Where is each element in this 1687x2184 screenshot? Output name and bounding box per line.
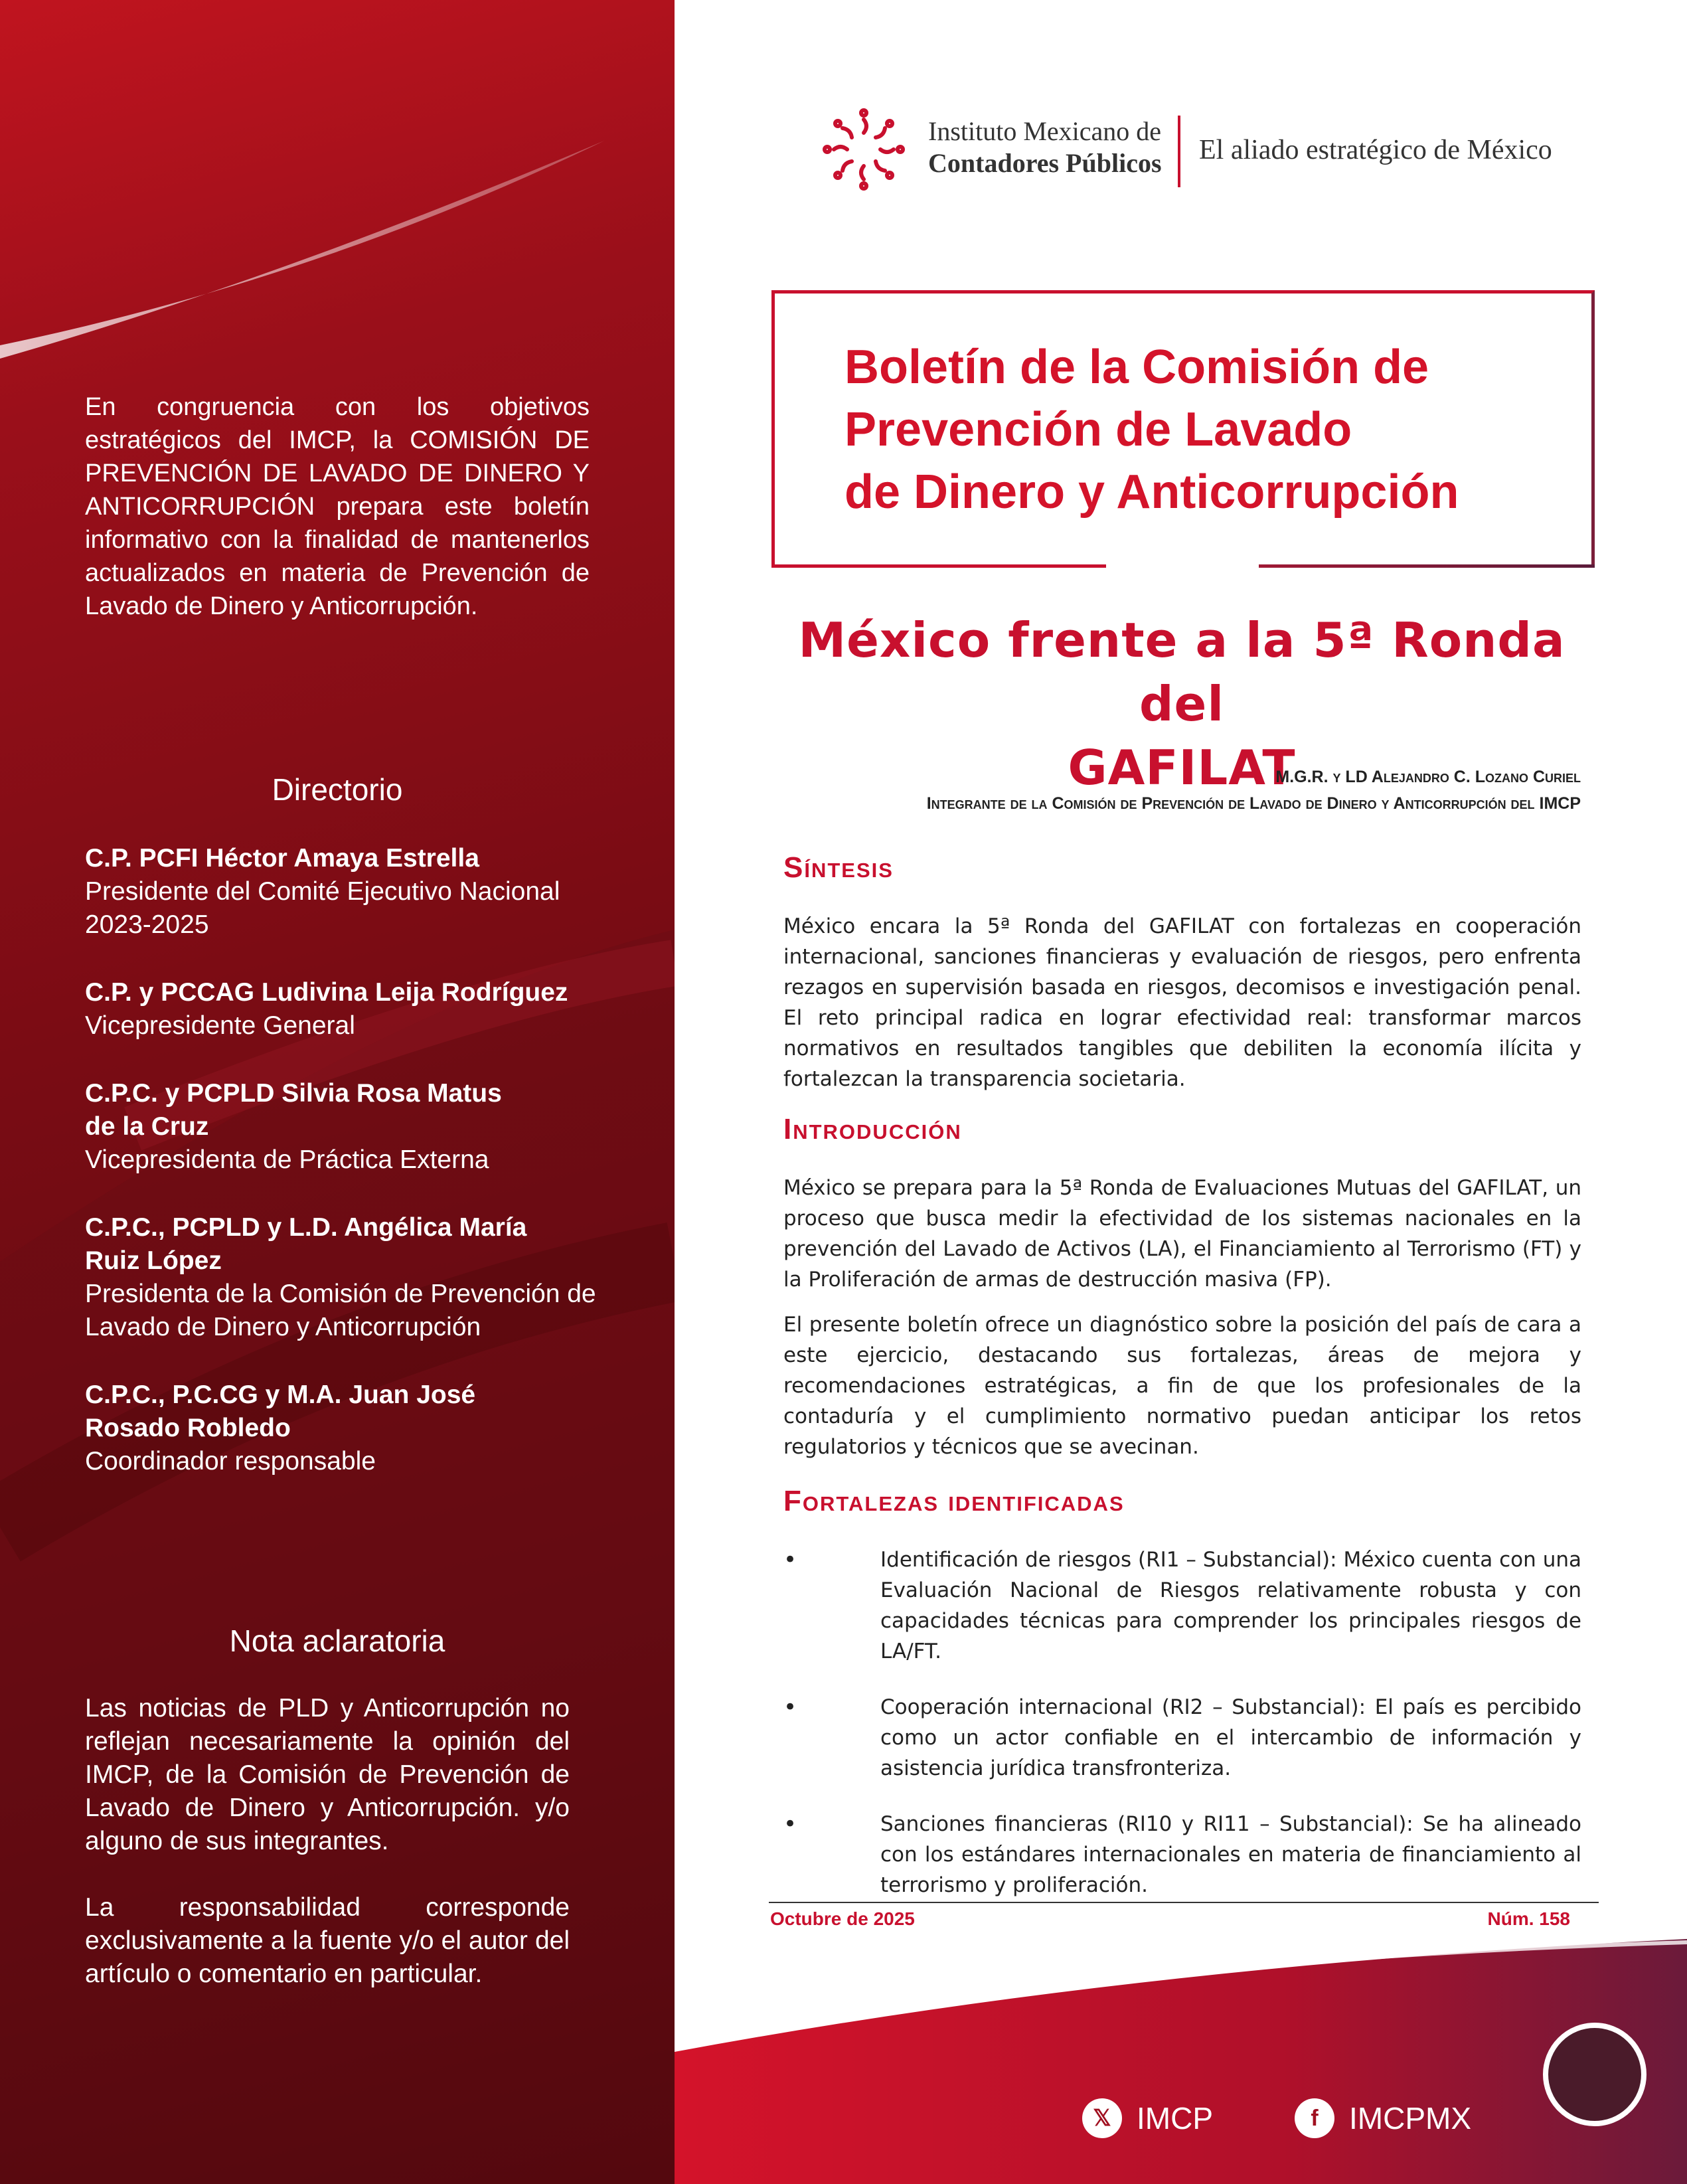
intro-heading: Introducción [783, 1113, 962, 1145]
social-facebook-link[interactable] [1295, 2098, 1471, 2138]
bulletin-title-line: Boletín de la Comisión de [844, 341, 1429, 394]
directory-name: C.P.C., P.C.CG y M.A. Juan José Rosado Robledo [85, 1381, 476, 1442]
intro-text [783, 1173, 1581, 1477]
note-title: Nota aclaratoria [229, 1624, 445, 1658]
institute-line1: Instituto Mexicano de [928, 116, 1162, 146]
bulletin-title-line: de Dinero y Anticorrupción [844, 465, 1459, 519]
social-x-label: IMCP [1137, 2101, 1213, 2136]
synthesis-text [783, 911, 1581, 1109]
imcp-logo-icon [821, 106, 907, 193]
tagline: El aliado estratégico de México [1199, 135, 1552, 165]
intro-paragraph: México se prepara para la 5ª Ronda de Evaluaciones Mutuas del GAFILAT, un proceso que busca medir la efectividad de los sistemas nacionales en la prevención del Lavado de Activos (LA), el Financiamiento al Terrorismo (FT) y la Proliferación de armas de destrucción masiva (FP). [783, 1176, 1581, 1292]
directory-role: Vicepresidente General [85, 1011, 355, 1040]
directory-list [85, 842, 603, 1513]
logo-divider [1178, 116, 1180, 187]
directory-name: C.P. y PCCAG Ludivina Leija Rodríguez [85, 978, 568, 1007]
directory-entry [85, 976, 603, 1043]
sidebar [0, 0, 675, 2184]
directory-role: Presidente del Comité Ejecutivo Nacional 2023-2025 [85, 877, 560, 939]
frame-bottom-left [771, 564, 1106, 568]
social-x-link[interactable] [1082, 2098, 1213, 2138]
author-name: M.G.R. y LD Alejandro C. Lozano Curiel [1275, 768, 1581, 786]
institute-line2: Contadores Públicos [928, 148, 1162, 178]
social-fb-label: IMCPMX [1349, 2101, 1471, 2136]
list-item-text: Sanciones financieras (RI10 y RI11 – Substancial): Se ha alineado con los estándares internacionales en materia de financiamiento al terrorismo y proliferación. [880, 1812, 1581, 1897]
author-role: Integrante de la Comisión de Prevención de Lavado de Dinero y Anticorrupción del IMCP [926, 794, 1581, 813]
facebook-icon: f [1295, 2098, 1334, 2138]
article-title-line: GAFILAT [1068, 740, 1296, 796]
synthesis-heading: Síntesis [783, 851, 894, 884]
directory-entry [85, 842, 603, 942]
directory-name: C.P. PCFI Héctor Amaya Estrella [85, 844, 479, 873]
intro-text: En congruencia con los objetivos estratégicos del IMCP, la COMISIÓN DE PREVENCIÓN DE LAVADO DE DINERO Y ANTICORRUPCIÓN prepara este boletín informativo con la finalidad de mantenerlos actualizados en materia de Prevención de Lavado de Dinero y Anticorrupción. [85, 393, 590, 620]
bullet-icon: • [783, 1694, 797, 1721]
directory-title: Directorio [272, 772, 403, 807]
list-item [783, 1809, 1581, 1900]
issue-number: Núm. 158 [1487, 1908, 1570, 1929]
note-paragraph: La responsabilidad corresponde exclusivamente a la fuente y/o el autor del artículo o comentario en particular. [85, 1893, 570, 1988]
strengths-list [783, 1545, 1581, 1926]
directory-role: Coordinador responsable [85, 1447, 376, 1475]
directory-role: Presidenta de la Comisión de Prevención de Lavado de Dinero y Anticorrupción [85, 1280, 596, 1341]
bulletin-title [844, 336, 1575, 523]
list-item-text: Identificación de riesgos (RI1 – Substancial): México cuenta con una Evaluación Nacional de Riesgos relativamente robusta y con capacidades técnicas para comprender los principales riesgos de LA/FT. [880, 1548, 1581, 1663]
decorative-circle [1543, 2023, 1647, 2126]
directory-role: Vicepresidenta de Práctica Externa [85, 1145, 489, 1174]
author-block [927, 764, 1581, 817]
directory-entry [85, 1077, 510, 1177]
list-item-text: Cooperación internacional (RI2 – Substancial): El país es percibido como un actor confiable en el intercambio de información y asistencia jurídica transfronteriza. [880, 1695, 1581, 1780]
directory-name: C.P.C., PCPLD y L.D. Angélica María Ruiz López [85, 1213, 527, 1275]
article-title-line: México frente a la 5ª Ronda del [798, 612, 1566, 732]
issue-date: Octubre de 2025 [770, 1908, 915, 1929]
directory-name: C.P.C. y PCPLD Silvia Rosa Matus de la Cruz [85, 1079, 502, 1141]
bullet-icon: • [783, 1811, 797, 1837]
footer-divider [769, 1902, 1599, 1903]
list-item [783, 1545, 1581, 1667]
strengths-heading: Fortalezas identificadas [783, 1485, 1125, 1517]
bulletin-title-line: Prevención de Lavado [844, 403, 1352, 456]
synthesis-paragraph: México encara la 5ª Ronda del GAFILAT con fortalezas en cooperación internacional, sanciones financieras y evaluación de riesgos, pero enfrenta rezagos en supervisión basada en riesgos, decomisos e investigación penal. El reto principal radica en lograr efectividad real: transformar marcos normativos en resultados tangibles que debiliten la economía ilícita y fortalezcan la transparencia societaria. [783, 914, 1581, 1091]
note-paragraph: Las noticias de PLD y Anticorrupción no reflejan necesariamente la opinión del IMCP, de la Comisión de Prevención de Lavado de Dinero y Anticorrupción. y/o alguno de sus integrantes. [85, 1694, 570, 1855]
directory-entry [85, 1211, 603, 1344]
list-item [783, 1692, 1581, 1784]
institute-name [928, 116, 1162, 179]
frame-bottom-right [1259, 564, 1595, 568]
intro-paragraph: El presente boletín ofrece un diagnóstico sobre la posición del país de cara a este ejercicio, destacando sus fortalezas, áreas de mejora y recomendaciones estratégicas, a fin de que los profesionales de la contaduría y el cumplimiento normativo puedan anticipar los retos regulatorios y técnicos que se avecinan. [783, 1313, 1581, 1459]
x-logo-icon: 𝕏 [1082, 2098, 1122, 2138]
footer-band [675, 1939, 1687, 2184]
bullet-icon: • [783, 1547, 797, 1573]
directory-entry [85, 1379, 603, 1478]
note-body [85, 1692, 570, 2024]
